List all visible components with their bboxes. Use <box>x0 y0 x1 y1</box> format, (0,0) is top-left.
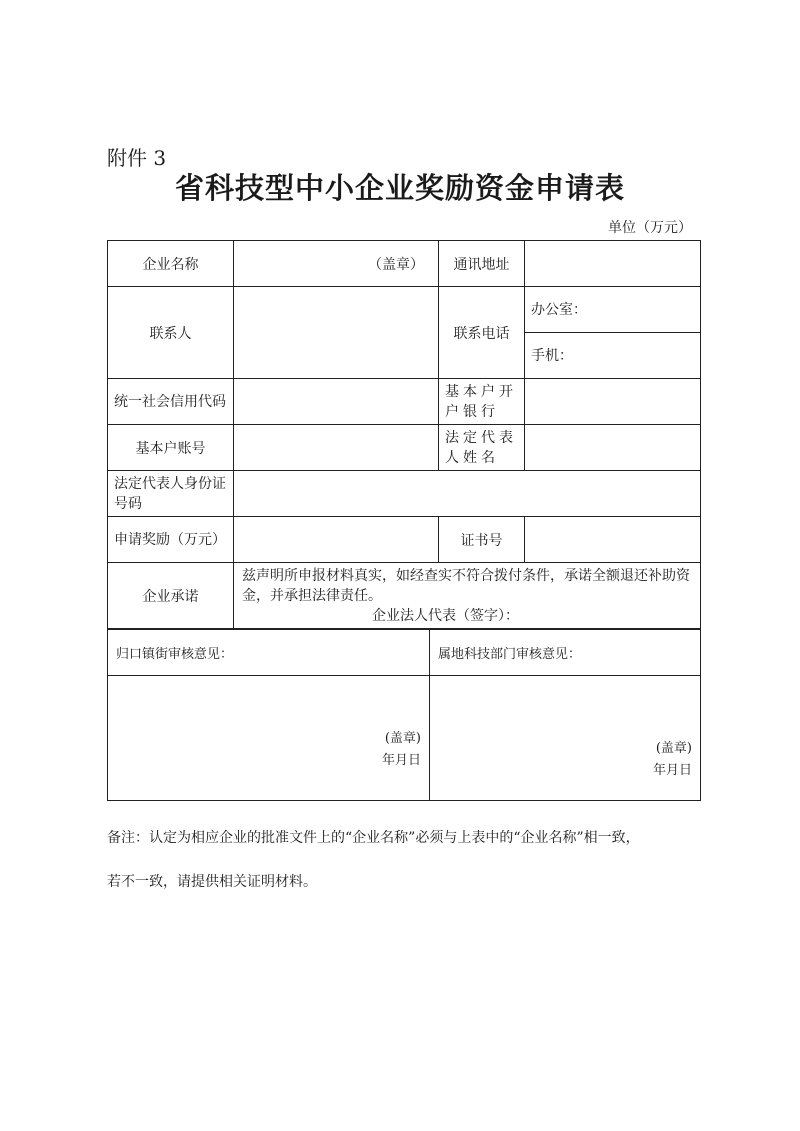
legal-rep-field[interactable] <box>525 425 701 471</box>
cert-label: 证书号 <box>439 517 525 563</box>
legal-rep-label: 法定代表人姓名 <box>439 425 525 471</box>
company-name-label: 企业名称 <box>108 241 234 287</box>
account-field[interactable] <box>234 425 439 471</box>
unit-label: 单位（万元） <box>608 220 692 236</box>
credit-code-field[interactable] <box>234 379 439 425</box>
commitment-signature: 企业法人代表（签字）： <box>372 607 519 624</box>
dept-review-label: 属地科技部门审核意见： <box>430 630 701 676</box>
company-name-field[interactable] <box>234 241 439 287</box>
commitment-label: 企业承诺 <box>108 563 234 629</box>
legal-id-field[interactable] <box>234 471 701 517</box>
legal-id-label: 法定代表人身份证号码 <box>108 471 234 517</box>
application-form <box>107 240 701 629</box>
address-label: 通讯地址 <box>439 241 525 287</box>
account-label: 基本户账号 <box>108 425 234 471</box>
reward-field[interactable] <box>234 517 439 563</box>
attachment-label: 附件 3 <box>107 146 167 170</box>
dept-date-label: 年月日 <box>652 763 692 778</box>
mobile-label: 手机： <box>531 347 573 364</box>
dept-seal-label: (盖章) <box>655 741 692 756</box>
review-table <box>107 629 701 801</box>
credit-code-label: 统一社会信用代码 <box>108 379 234 425</box>
dept-stamp <box>653 738 692 782</box>
commitment-cell <box>234 563 701 629</box>
town-review-label: 归口镇街审核意见： <box>108 630 430 676</box>
dept-review-field[interactable] <box>430 676 701 801</box>
footnote-line-2: 若不一致，请提供相关证明材料。 <box>107 874 317 890</box>
page-title: 省科技型中小企业奖励资金申请表 <box>174 171 625 205</box>
bank-label: 基本户开户银行 <box>439 379 525 425</box>
contact-field[interactable] <box>234 287 439 379</box>
town-date-label: 年月日 <box>381 753 421 768</box>
commitment-text: 兹声明所申报材料真实，如经查实不符合拨付条件，承诺全额退还补助资金，并承担法律责任。 <box>242 567 690 604</box>
cert-field[interactable] <box>525 517 701 563</box>
town-seal-label: (盖章) <box>384 731 421 746</box>
office-phone-field[interactable] <box>525 287 701 333</box>
contact-label: 联系人 <box>108 287 234 379</box>
address-field[interactable] <box>525 241 701 287</box>
phone-label: 联系电话 <box>439 287 525 379</box>
seal-hint: （盖章） <box>368 256 424 273</box>
mobile-phone-field[interactable] <box>525 333 701 379</box>
town-review-field[interactable] <box>108 676 430 801</box>
bank-field[interactable] <box>525 379 701 425</box>
town-stamp <box>382 728 421 772</box>
footnote <box>107 816 707 904</box>
footnote-line-1: 备注：认定为相应企业的批准文件上的“企业名称”必须与上表中的“企业名称”相一致， <box>107 830 640 846</box>
reward-label: 申请奖励（万元） <box>108 517 234 563</box>
office-label: 办公室： <box>531 301 587 318</box>
